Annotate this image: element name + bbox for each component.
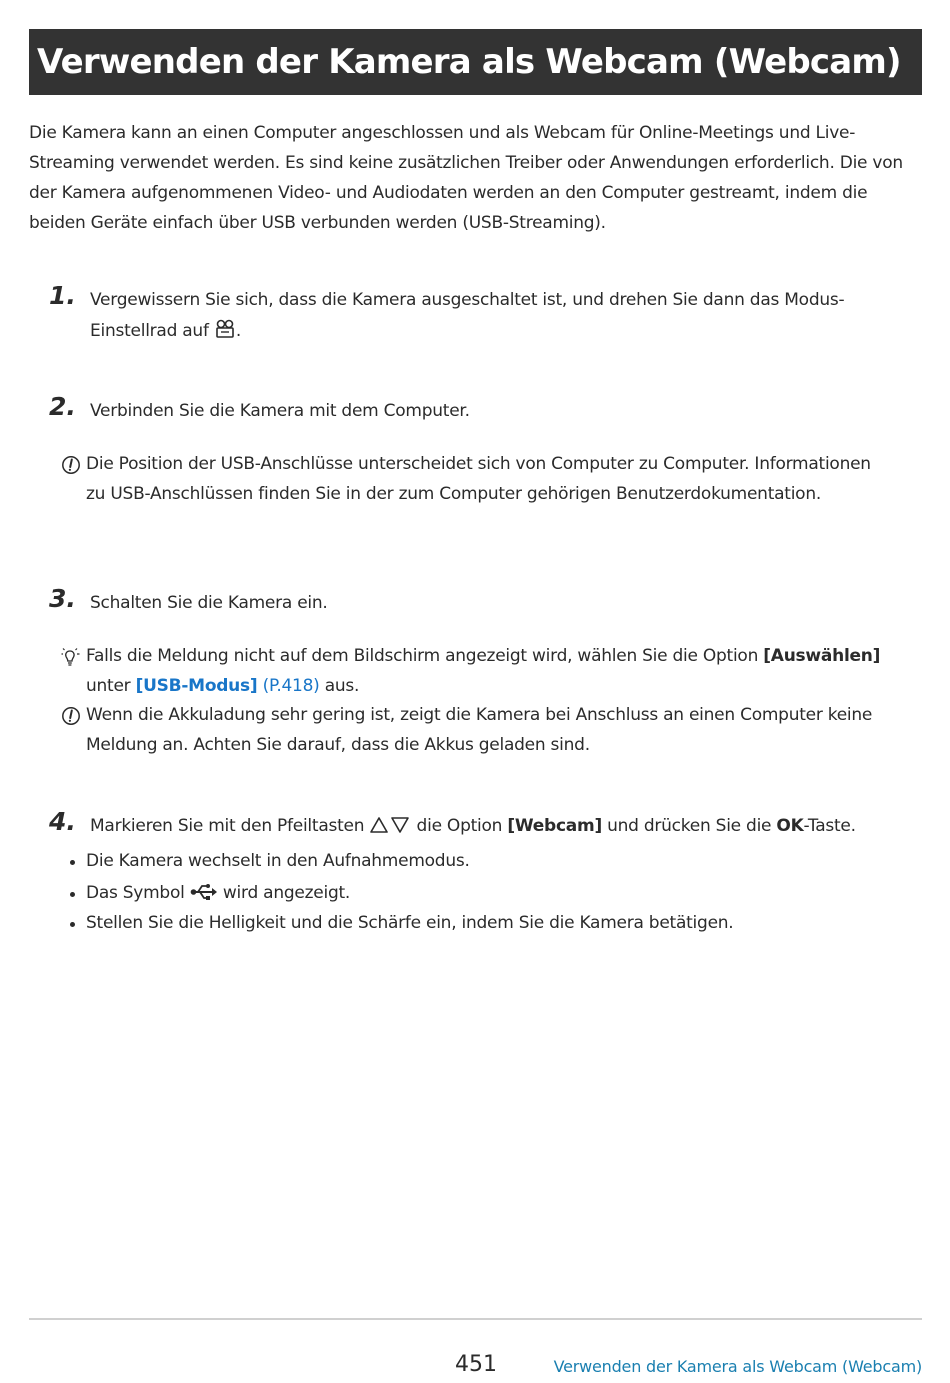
note-text: unter — [86, 675, 136, 696]
step-4-bullets — [61, 846, 893, 938]
list-item — [61, 878, 893, 908]
step-text-part: Vergewissern Sie sich, dass die Kamera ausgeschaltet ist, und drehen Sie dann das Modus-Einstellrad auf — [90, 290, 845, 341]
step-text: Verbinden Sie die Kamera mit dem Computer. — [90, 401, 470, 421]
step-text-part: Markieren Sie mit den Pfeiltasten — [90, 816, 370, 836]
usb-modus-link[interactable]: [USB-Modus] — [135, 675, 258, 696]
down-triangle-icon — [389, 816, 411, 834]
caution-note — [61, 450, 881, 509]
footer-section-link[interactable]: Verwenden der Kamera als Webcam (Webcam) — [553, 1357, 922, 1376]
bullet-text: Stellen Sie die Helligkeit und die Schärfe ein, indem Sie die Kamera betätigen. — [86, 913, 734, 933]
list-item — [61, 846, 893, 876]
step-text-part: -Taste. — [803, 816, 856, 836]
step-text-part: die Option — [411, 816, 508, 836]
step-number: 2. — [49, 392, 76, 421]
step-text — [90, 811, 922, 842]
note-text: aus. — [319, 675, 360, 696]
bullet-text: Die Kamera wechselt in den Aufnahmemodus. — [86, 851, 470, 871]
step-text-part: und drücken Sie die — [601, 816, 777, 836]
option-auswaehlen: [Auswählen] — [763, 646, 881, 666]
ok-key: OK — [776, 816, 804, 836]
usb-icon — [190, 883, 218, 901]
note-text: Die Position der USB-Anschlüsse unterscheidet sich von Computer zu Computer. Informationen zu USB-Anschlüssen finden Sie in der zum Computer gehörigen Benutzerdokumentation. — [86, 454, 871, 504]
caution-icon — [61, 706, 81, 726]
step-text: Schalten Sie die Kamera ein. — [90, 593, 328, 613]
list-item — [61, 908, 893, 938]
option-webcam: [Webcam] — [507, 816, 602, 836]
step-text-part: . — [235, 321, 242, 341]
note-text: Falls die Meldung nicht auf dem Bildschirm angezeigt wird, wählen Sie die Option — [86, 646, 764, 666]
step-number: 4. — [49, 807, 76, 836]
page-number: 451 — [455, 1352, 497, 1377]
page-title-bar — [29, 29, 922, 95]
bullet-text: wird angezeigt. — [217, 883, 351, 903]
page-title: Verwenden der Kamera als Webcam (Webcam) — [37, 42, 901, 82]
bullet-text: Das Symbol — [86, 883, 190, 903]
caution-icon — [61, 455, 81, 475]
caution-note — [61, 701, 881, 760]
tip-note — [61, 642, 881, 701]
tip-icon — [61, 647, 81, 667]
footer-divider — [29, 1318, 922, 1320]
step-text — [90, 285, 922, 347]
step-number: 1. — [49, 281, 76, 310]
step-number: 3. — [49, 584, 76, 613]
page-reference-link[interactable]: (P.418) — [262, 675, 320, 696]
intro-paragraph: Die Kamera kann an einen Computer angeschlossen und als Webcam für Online-Meetings und Live-Streaming verwendet werden. Es sind keine zusätzlichen Treiber oder Anwendungen erforderlich. Die von der Kamera aufgenommenen Video- und Audiodaten werden an den Computer gestreamt, indem die beiden Geräte einfach über USB verbunden werden (USB-Streaming). — [29, 123, 903, 233]
up-triangle-icon — [369, 816, 389, 834]
note-text: Wenn die Akkuladung sehr gering ist, zeigt die Kamera bei Anschluss an einen Computer keine Meldung an. Achten Sie darauf, dass die Akkus geladen sind. — [86, 705, 873, 755]
movie-camera-icon — [214, 319, 236, 339]
